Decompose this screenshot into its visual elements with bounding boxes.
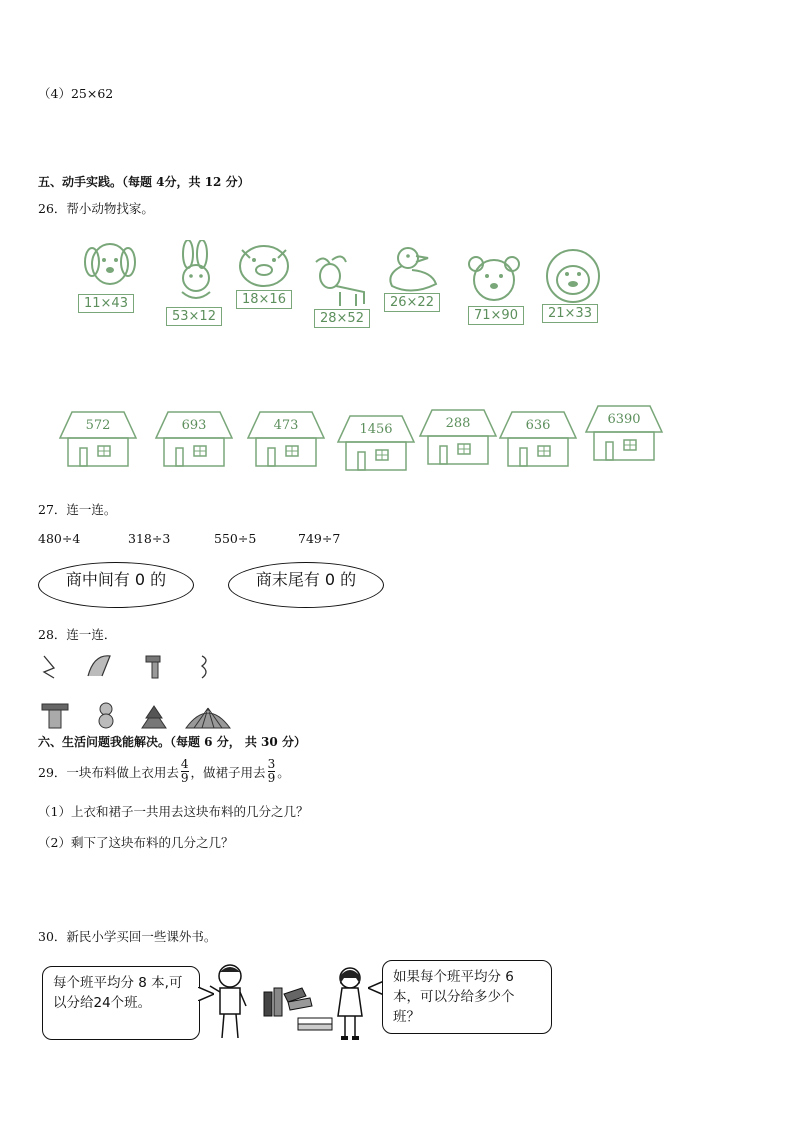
house [58,404,138,468]
animal-expr: 21×33 [542,304,598,323]
fraction [181,758,189,785]
dog-icon [78,236,148,300]
fraction-numerator: 4 [180,757,189,771]
bubble-text: 如果每个班平均分 6 本，可以分给多少个班？ [393,969,515,1025]
house-number: 636 [525,418,551,433]
house [336,408,416,472]
house-number: 693 [181,418,207,433]
partial-shapes-row [38,650,228,688]
q27-title: 27．连一连。 [38,502,117,517]
q29-line [38,758,290,785]
animal-expr: 28×52 [314,309,370,328]
ellipse-label: 商中间有 0 的 [65,570,167,589]
q29-prefix: 29．一块布料做上衣用去 [38,764,179,780]
q29-suffix: 。 [277,764,290,780]
house-number: 572 [85,418,111,433]
pig-icon [234,242,294,296]
q27-expr: 550÷5 [214,531,257,546]
speech-bubble-left [42,966,200,1040]
bear-icon [466,254,522,308]
house [584,398,664,462]
house [498,404,578,468]
ellipse-middle-zero[interactable] [38,562,194,608]
house [418,402,498,466]
boy-icon [208,962,248,1048]
fraction [268,758,276,785]
fraction-denominator: 9 [180,771,189,785]
section-5-title: 五、动手实践。（每题 4分，共 12 分） [38,175,250,189]
animal-expr: 71×90 [468,306,524,325]
animal-expr: 18×16 [236,290,292,309]
house-number: 6390 [607,412,641,427]
section-6-title: 六、生活问题我能解决。（每题 6 分， 共 30 分） [38,735,306,749]
q28-title: 28．连一连． [38,627,117,642]
duck-icon [382,244,448,298]
q29-middle: ，做裙子用去 [190,764,266,780]
q27-expr: 749÷7 [298,531,341,546]
animal-expr: 53×12 [166,307,222,326]
q29-sub2: （2）剩下了这块布料的几分之几？ [38,835,234,850]
animal-expr: 11×43 [78,294,134,313]
q26-title: 26．帮小动物找家。 [38,201,154,216]
monkey-icon [538,246,608,310]
bubble-text: 每个班平均分 8 本,可以分给24个班。 [53,975,183,1011]
fraction-numerator: 3 [267,757,276,771]
q27-expr: 480÷4 [38,531,81,546]
house-number: 1456 [359,422,393,437]
full-shapes-row [38,700,238,734]
q29-sub1: （1）上衣和裙子一共用去这块布料的几分之几？ [38,804,309,819]
ellipse-label: 商末尾有 0 的 [255,570,357,589]
q27-expr: 318÷3 [128,531,171,546]
animal-expr: 26×22 [384,293,440,312]
q30-title: 30．新民小学买回一些课外书。 [38,929,217,944]
rabbit-icon [168,240,228,310]
house [246,404,326,468]
speech-bubble-right [382,960,552,1034]
goat-icon [306,252,372,312]
house [154,404,234,468]
ellipse-end-zero[interactable] [228,562,384,608]
house-number: 473 [273,418,299,433]
books-icon [262,984,336,1040]
house-number: 288 [445,416,471,431]
fraction-denominator: 9 [267,771,276,785]
q25-item-4: （4）25×62 [38,86,114,101]
girl-icon [332,966,368,1048]
